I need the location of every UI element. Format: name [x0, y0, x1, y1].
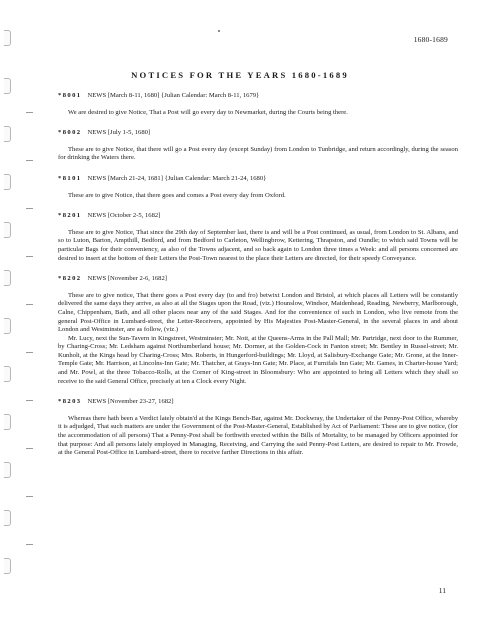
binder-hole: [4, 366, 11, 382]
notice-number: *8001: [58, 92, 82, 99]
notice-heading: NEWS [March 8-11, 1680] {Julian Calendar: March 8-11, 1679}: [87, 92, 260, 99]
binder-hole: [4, 414, 11, 430]
notice-number: *8101: [58, 174, 82, 182]
notices-list: [58, 92, 458, 458]
page-title: NOTICES FOR THE YEARS 1680-1689: [131, 70, 349, 80]
notice-entry: [58, 129, 458, 163]
notice-heading: NEWS [November 23-27, 1682]: [87, 398, 174, 406]
binder-hole: [4, 510, 11, 526]
notice-heading: NEWS [July 1-5, 1680]: [87, 129, 151, 137]
notice-entry: [58, 212, 458, 263]
margin-tick: [26, 544, 33, 545]
notice-heading-line: [58, 212, 458, 221]
notice-number: *8203: [58, 398, 82, 406]
margin-tick: [26, 208, 33, 209]
notice-paragraph: These are to give notice, That there goes a Post every day (to and fro) betwixt London and Bristol, at which places all Letters will be constantly delivered the same days they arrive, as also at all the Stages upon the Road, (viz.) Hounslow, Windsor, Maidenhead, Reading, Newberry, Marlborough, Calne, Chippenham, Bath, and all other places near any of the said Stages. And for the convenience of such in London, who live remote from the general Post-Office in Lumbard-street, the Letter-Receivers, appointed by His Majesties Post-Master-General, in the several places in and about London and Westminster, are as follow, (viz.): [58, 291, 458, 334]
scan-speck: [218, 30, 220, 32]
notice-heading: NEWS [November 2-6, 1682]: [87, 275, 167, 283]
notice-number: *8002: [58, 129, 82, 137]
margin-tick: [26, 496, 33, 497]
margin-tick: [26, 448, 33, 449]
notice-heading-line: [58, 175, 458, 184]
notice-entry: [58, 175, 458, 200]
notice-paragraph: These are to give Notice, that there goes and comes a Post every day from Oxford.: [68, 191, 286, 199]
notice-paragraph: These are to give Notice, that there will go a Post every day (except Sunday) from London to Tunbridge, and return accordingly, during the season for drinking the Waters there.: [58, 145, 458, 162]
notice-entry: [58, 398, 458, 458]
binder-hole: [4, 174, 11, 190]
binder-hole: [4, 126, 11, 142]
margin-tick: [26, 352, 33, 353]
binder-hole: [4, 30, 11, 46]
notice-heading: NEWS [March 21-24, 1681] {Julian Calendar: March 21-24, 1680}: [87, 174, 267, 182]
margin-tick: [26, 400, 33, 401]
notice-heading-line: [58, 129, 458, 138]
binder-hole: [4, 318, 11, 334]
notice-heading: NEWS [October 2-5, 1682]: [87, 212, 161, 220]
notice-entry: [58, 275, 458, 386]
binder-hole: [4, 558, 11, 574]
notice-entry: [58, 92, 458, 117]
margin-tick: [26, 304, 33, 305]
notice-heading-line: [58, 92, 458, 101]
notice-number: *8201: [58, 212, 82, 220]
binder-hole: [4, 222, 11, 238]
page-number: 11: [438, 586, 446, 595]
margin-tick: [26, 256, 33, 257]
binder-hole: [4, 462, 11, 478]
binder-hole: [4, 270, 11, 286]
running-head: 1680-1689: [413, 35, 448, 44]
notice-paragraph: These are to give Notice, That since the 29th day of September last, there is and will be a Post continued, as usual, from London to St. Albans, and so to Luton, Barton, Ampthill, Bedford, and from Bedford to Carleton, Wellingbrow, Kettering, Thrapston, and Oundle; to which said Towns will be particular Bags for their conveniency, as also of the Towns adjacent, and so back again to London three times a Week: and all persons concerned are desired to insert at the bottom of their Letters the Post-Town nearest to the place their Letters are directed, for their speedy Conveyance.: [58, 228, 458, 262]
binder-holes: [4, 20, 14, 620]
notice-heading-line: [58, 275, 458, 284]
notice-paragraph: We are desired to give Notice, That a Post will go every day to Newmarket, during the Courts being there.: [68, 108, 348, 116]
notice-paragraph: Mr. Lucy, next the Sun-Tavern in Kingstreet, Westminster; Mr. Nott, at the Queens-Arms in the Pall Mall; Mr. Partridge, next door to the Rummer, by Charing-Cross; Mr. Ledsham against Northumberland house; Mr. Dormer, at the Golden-Cock in Fanton street; Mr. Bentley in Russel-street; Mr. Kunholt, at the Kings head by Charing-Cross; Mrs. Roberts, in Hungerford-buildings; Mr. Lloyd, at Salisbury-Exchange Gate; Mr. Grone, at the Inner-Temple Gate; Mr. Harrison, at Lincolns-Inn Gate; Mr. Thatcher, at Grays-Inn Gate; Mr. Place, at Furnifals Inn Gate; Mr. Games, in Charter-house Yard; and Mr. Powl, at the three Tobacco-Rolls, at the Corner of King-street in Bloomsbury: Who are appointed to bring all Letters which they shall so receive to the said General Office, precisely at ten a Clock every Night.: [58, 334, 458, 385]
notice-number: *8202: [58, 275, 82, 283]
margin-tick: [26, 112, 33, 113]
notice-paragraph: Whereas there hath been a Verdict lately obtain'd at the Kings Bench-Bar, against Mr. Dockwray, the Undertaker of the Penny-Post Office, whereby it is adjudged, That such matters are under the Government of the Post-Master-General, Established by Act of Parliament: These are to give notice, (for the accommodation of all persons) That a Penny-Post shall be forthwith erected within the Bills of Mortality, to be managed by Officers appointed for that purpose: And all persons lately employed in Managing, Receiving, and Carrying the said Penny-Post Letters, are desired to repair to Mr. Frowde, at the General Post-Office in Lumbard-street, there to receive farther Directions in this affair.: [58, 414, 458, 457]
margin-tick: [26, 160, 33, 161]
notice-heading-line: [58, 398, 458, 407]
binder-hole: [4, 78, 11, 94]
